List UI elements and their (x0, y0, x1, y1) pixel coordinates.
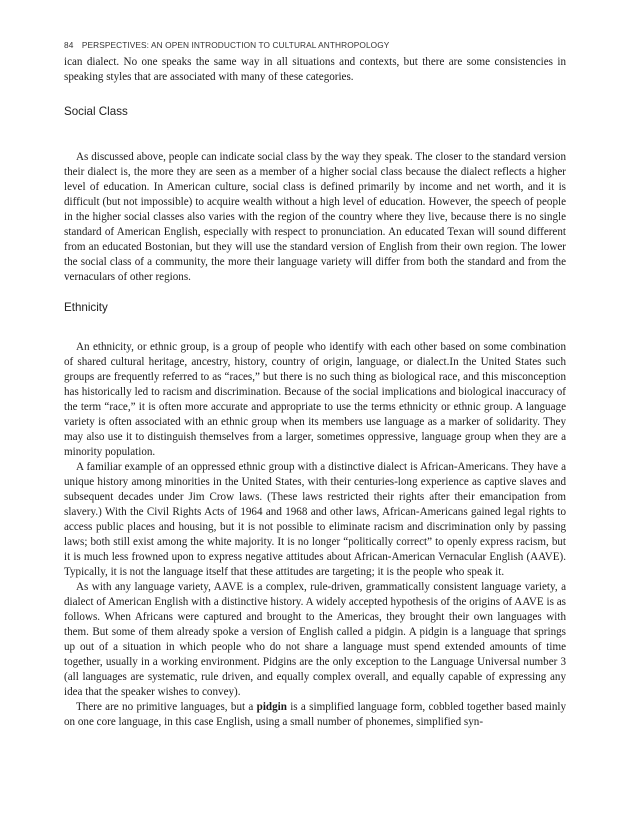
social-class-paragraph: As discussed above, people can indicate social class by the way they speak. The closer to the standard version their dialect is, the more they are seen as a member of a higher social class because the dialect reflects a higher level of education. In American culture, social class is defined primarily by income and net worth, and it is difficult (but not impossible) to acquire wealth without a high level of education. However, the speech of people in the higher social classes also varies with the region of the country where they live, because there is no single standard of American English, especially with respect to pronunciation. An educated Texan will sound different from an educated Bostonian, but they will use the standard version of English from their own region. The lower the social class of a community, the more their language variety will differ from both the standard and from the vernaculars of other regions. (64, 151, 566, 283)
social-class-block (64, 150, 566, 285)
paragraph-4-lead: There are no primitive languages, but a (76, 701, 257, 713)
ethnicity-block (64, 340, 566, 730)
paragraph-4-rest: is a simplified language form, cobbled together based mainly on one core language, in this case English, using a small number of phonemes, simplified syn- (64, 701, 566, 728)
section-heading-social-class: Social Class (64, 105, 128, 118)
intro-paragraph: ican dialect. No one speaks the same way in all situations and contexts, but there are some consistencies in speaking styles that are associated with many of these categories. (64, 56, 566, 83)
page-number: 84 (64, 40, 74, 50)
ethnicity-paragraph-1: An ethnicity, or ethnic group, is a group of people who identify with each other based on some combination of shared cultural heritage, ancestry, history, country of origin, language, or dialect.In the United States such groups are frequently referred to as “races,” but there is no such thing as biological race, and this misconception has historically led to racism and discrimination. Because of the social implications and biological inaccuracy of the term “race,” it is often more accurate and appropriate to use the terms ethnicity or ethnic group. A language variety is often associated with an ethnic group when its members use language as a marker of solidarity. They may also use it to distinguish themselves from a larger, sometimes oppressive, language group when they are a minority population. (64, 341, 566, 458)
ethnicity-paragraph-2: A familiar example of an oppressed ethnic group with a distinctive dialect is African-Americans. They have a unique history among minorities in the United States, with their centuries-long experience as captive slaves and subsequent decades under Jim Crow laws. (These laws restricted their rights after their emancipation from slavery.) With the Civil Rights Acts of 1964 and 1968 and other laws, African-Americans gained legal rights to access public places and housing, but it is not possible to eliminate racism and discrimination only by passing laws; both still exist among the white majority. It is no longer “politically correct” to openly express racism, but it is much less frowned upon to express negative attitudes about African-American Vernacular English (AAVE). Typically, it is not the language itself that these attitudes are targeting; it is the people who speak it. (64, 461, 566, 578)
running-header (64, 40, 389, 50)
section-heading-ethnicity: Ethnicity (64, 301, 108, 314)
intro-continuation-block (64, 55, 566, 85)
ethnicity-paragraph-4 (64, 700, 566, 730)
term-pidgin: pidgin (256, 701, 287, 713)
book-title: PERSPECTIVES: AN OPEN INTRODUCTION TO CULTURAL ANTHROPOLOGY (81, 40, 390, 50)
ethnicity-paragraph-3: As with any language variety, AAVE is a complex, rule-driven, grammatically consistent language variety, a dialect of American English with a distinctive history. A widely accepted hypothesis of the origins of AAVE is as follows. When Africans were captured and brought to the Americas, they brought their own languages with them. But some of them already spoke a version of English called a pidgin. A pidgin is a language that springs up out of a situation in which people who do not share a language must spend extended amounts of time together, usually in a working environment. Pidgins are the only exception to the Language Universal number 3 (all languages are systematic, rule driven, and equally complex overall, and equally capable of expressing any idea that the speaker wishes to convey). (64, 581, 566, 698)
